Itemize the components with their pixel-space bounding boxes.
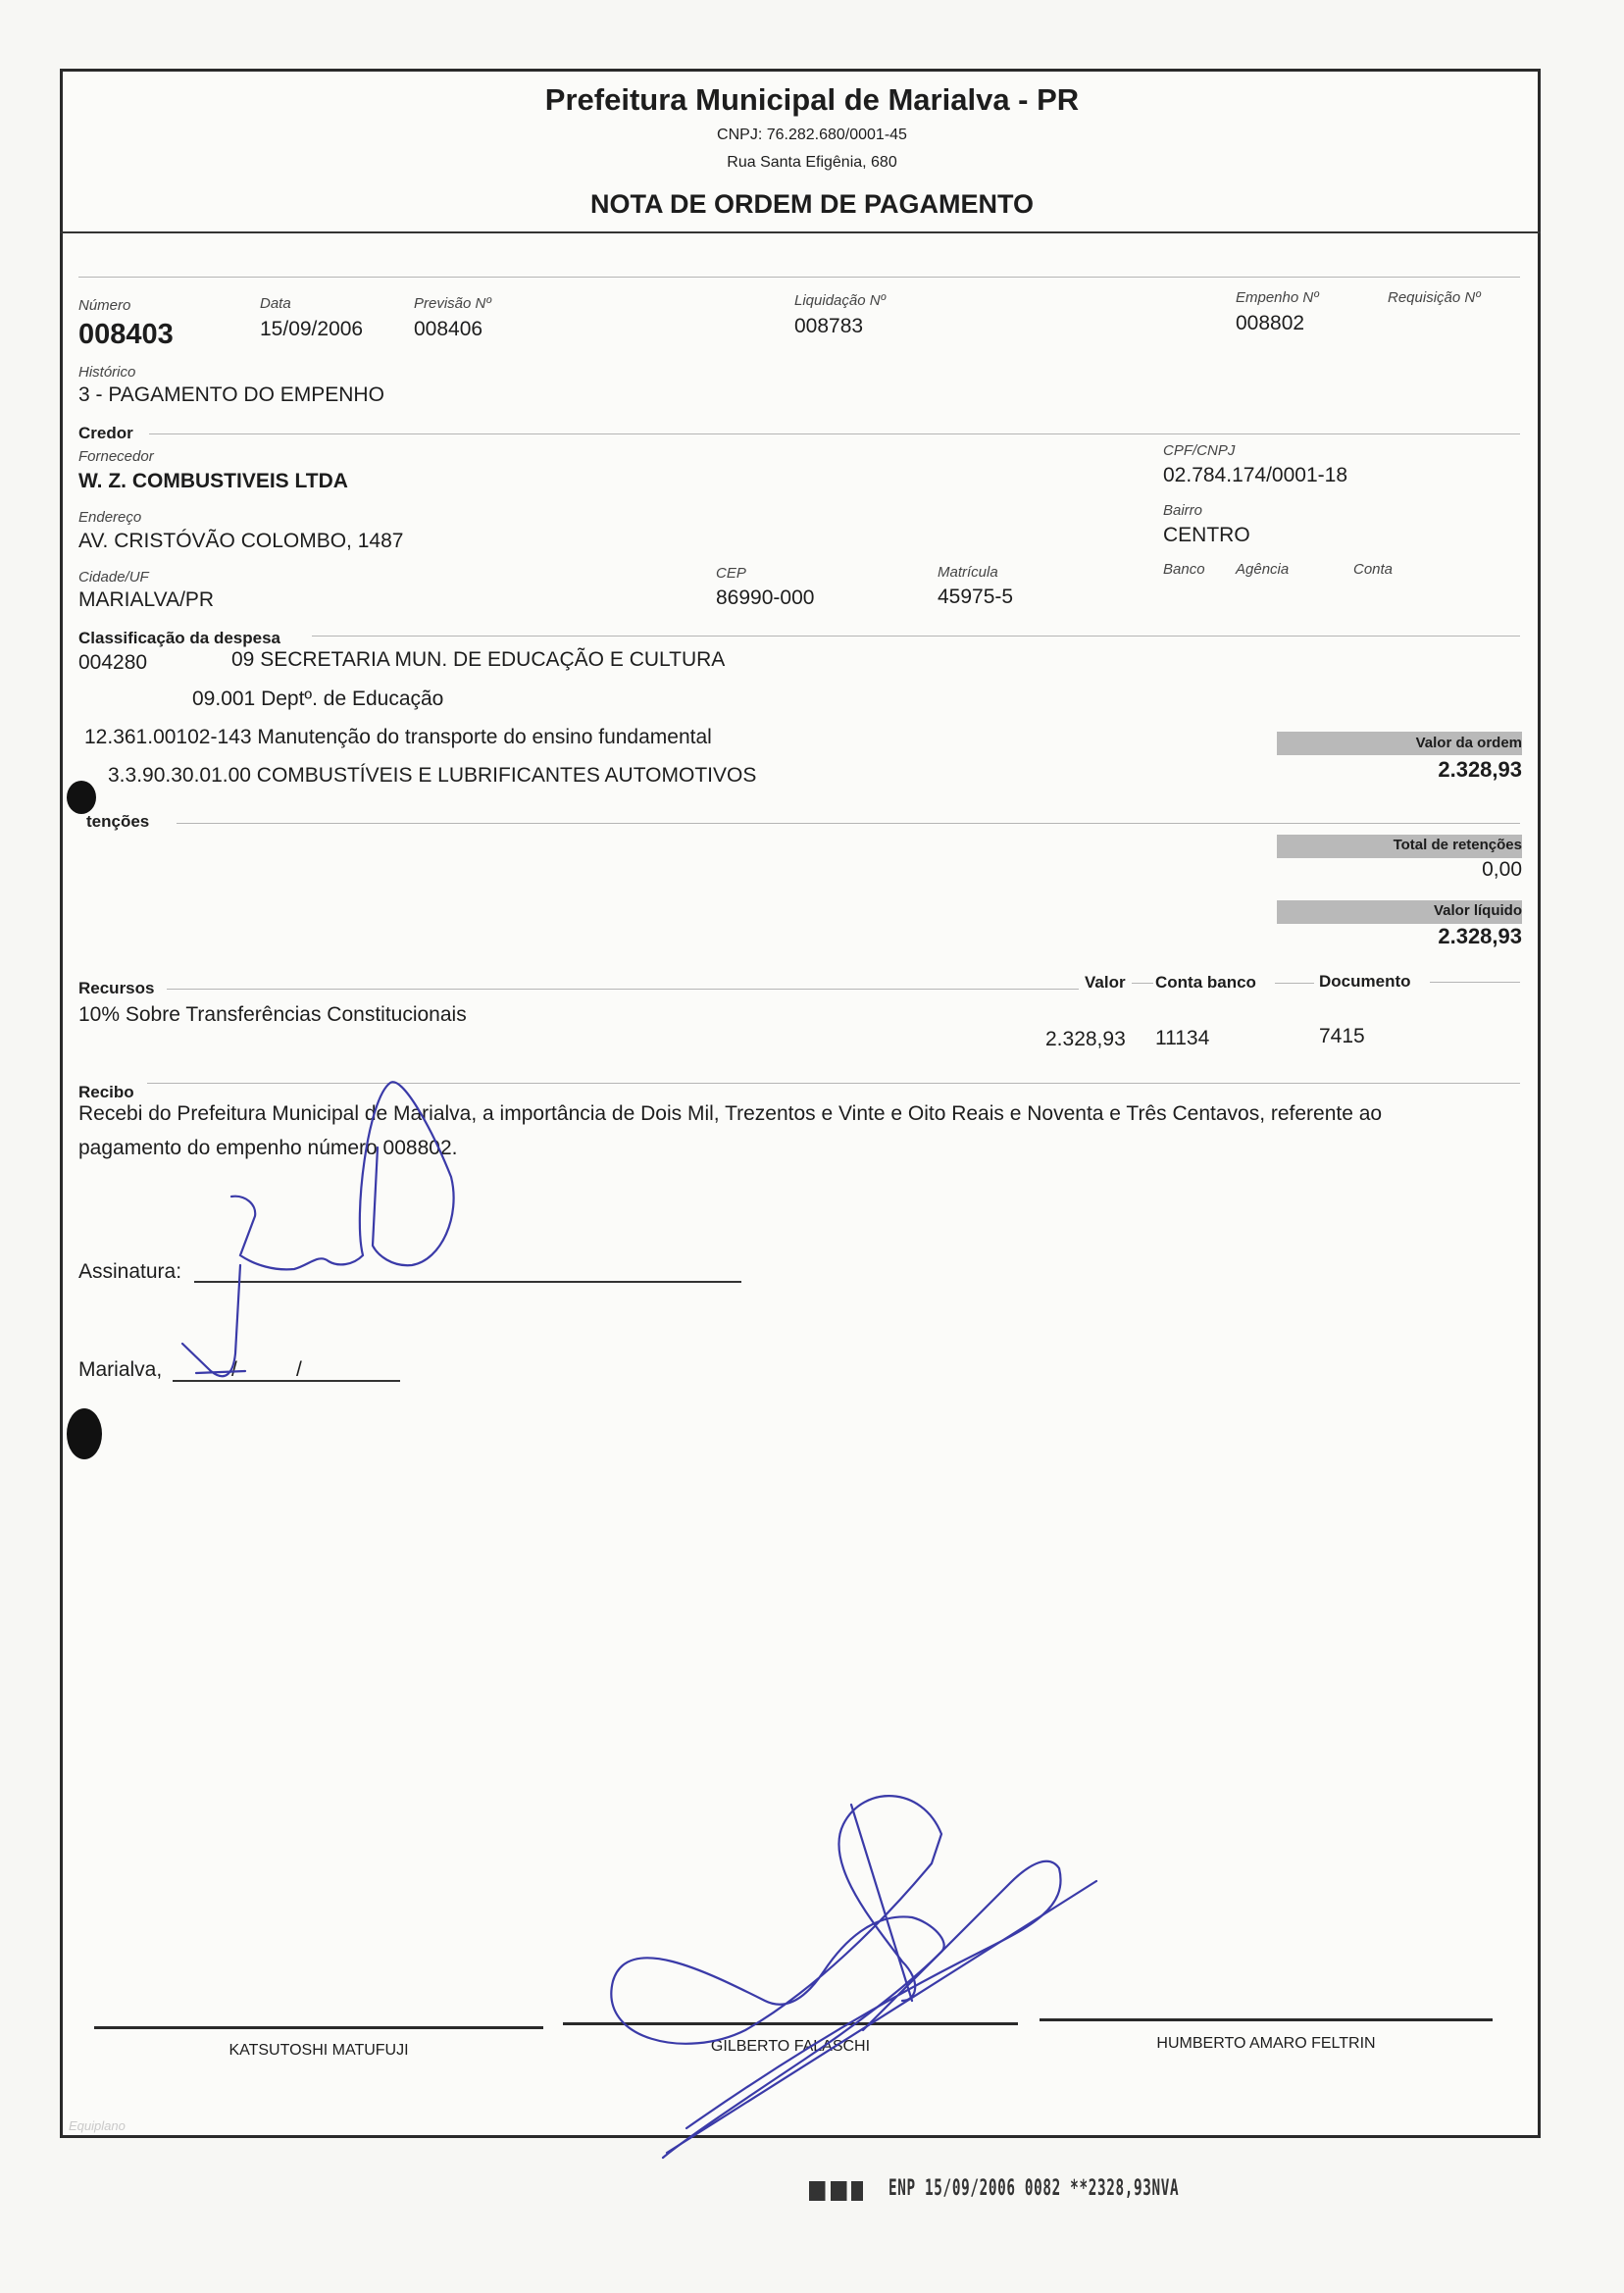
liquidacao-label: Liquidação Nº	[794, 292, 887, 309]
recibo-signature	[231, 1082, 454, 1269]
date-separator: /	[296, 1358, 302, 1381]
cnpj-text: CNPJ: 76.282.680/0001-45	[717, 127, 907, 143]
classificacao-orgao: 09 SECRETARIA MUN. DE EDUCAÇÃO E CULTURA	[231, 648, 726, 671]
empenho-label: Empenho Nº	[1236, 289, 1319, 306]
footer-stamp: ENP 15/09/2006 0082 **2328,93NVA	[888, 2176, 1180, 2201]
historico-label: Histórico	[78, 364, 136, 381]
classificacao-section-label: Classificação da despesa	[78, 629, 281, 647]
cep-label: CEP	[716, 565, 746, 582]
falaschi-signature	[686, 1861, 1061, 2128]
matricula-value: 45975-5	[938, 586, 1014, 608]
signatario-1: KATSUTOSHI MATUFUJI	[228, 2042, 409, 2059]
signatario-2: GILBERTO FALASCHI	[710, 2038, 871, 2055]
historico-value: 3 - PAGAMENTO DO EMPENHO	[78, 383, 384, 406]
classificacao-funcional: 12.361.00102-143 Manutenção do transporte do ensino fundamental	[84, 726, 712, 748]
valor-liquido-label: Valor líquido	[1433, 902, 1522, 919]
recursos-conta-banco-label: Conta banco	[1155, 973, 1256, 992]
data-label: Data	[260, 295, 291, 312]
cep-value: 86990-000	[716, 586, 815, 609]
bairro-label: Bairro	[1163, 502, 1203, 519]
recibo-section-label: Recibo	[78, 1083, 134, 1101]
banco-label: Banco	[1163, 561, 1205, 578]
falaschi-signature	[611, 1796, 943, 2158]
credor-section-label: Credor	[78, 424, 133, 442]
fornecedor-label: Fornecedor	[78, 448, 154, 465]
date-separator: /	[231, 1358, 237, 1381]
recursos-valor-label: Valor	[1085, 973, 1126, 992]
document-title: NOTA DE ORDEM DE PAGAMENTO	[589, 189, 1034, 219]
cpf-label: CPF/CNPJ	[1163, 442, 1236, 459]
recibo-text: Recebi do Prefeitura Municipal de Marialva, a importância de Dois Mil, Trezentos e Vinte e Oito Reais e Noventa e Três Centavos, referente ao pagamento do empenho número 008802.	[78, 1102, 1383, 1159]
endereco-label: Endereço	[78, 509, 142, 526]
requisicao-label: Requisição Nº	[1388, 289, 1481, 306]
recursos-descricao: 10% Sobre Transferências Constitucionais	[78, 1003, 467, 1026]
agencia-label: Agência	[1236, 561, 1290, 578]
total-retencoes-value: 0,00	[1482, 858, 1522, 881]
local-data-label: Marialva,	[78, 1358, 163, 1381]
valor-ordem-label: Valor da ordem	[1415, 735, 1522, 751]
endereco-value: AV. CRISTÓVÃO COLOMBO, 1487	[78, 530, 404, 552]
recursos-conta-banco: 11134	[1155, 1027, 1210, 1049]
numero-label: Número	[78, 297, 131, 314]
classificacao-unidade: 09.001 Deptº. de Educação	[192, 688, 444, 710]
recursos-documento: 7415	[1319, 1025, 1365, 1047]
data-value: 15/09/2006	[260, 318, 364, 340]
bairro-value: CENTRO	[1163, 524, 1250, 546]
valor-ordem-value: 2.328,93	[1438, 757, 1522, 782]
page-title: Prefeitura Municipal de Marialva - PR	[544, 82, 1080, 117]
signatario-3: HUMBERTO AMARO FELTRIN	[1156, 2035, 1376, 2052]
assinatura-label: Assinatura:	[78, 1260, 182, 1283]
falaschi-signature	[667, 1881, 1096, 2153]
classificacao-elemento: 3.3.90.30.01.00 COMBUSTÍVEIS E LUBRIFICANTES AUTOMOTIVOS	[108, 764, 757, 787]
recursos-valor: 2.328,93	[1045, 1028, 1126, 1050]
cidade-label: Cidade/UF	[78, 569, 149, 586]
valor-liquido-value: 2.328,93	[1438, 924, 1522, 948]
cpf-value: 02.784.174/0001-18	[1163, 464, 1348, 486]
recursos-documento-label: Documento	[1319, 972, 1411, 991]
empenho-value: 008802	[1236, 312, 1305, 334]
conta-label: Conta	[1353, 561, 1394, 578]
cidade-value: MARIALVA/PR	[78, 588, 215, 611]
recursos-section-label: Recursos	[78, 979, 155, 997]
previsao-label: Previsão Nº	[414, 295, 491, 312]
liquidacao-value: 008783	[794, 315, 864, 337]
previsao-value: 008406	[414, 318, 483, 340]
numero-value: 008403	[78, 319, 174, 350]
total-retencoes-label: Total de retenções	[1393, 837, 1522, 853]
fornecedor-value: W. Z. COMBUSTIVEIS LTDA	[78, 470, 348, 492]
matricula-label: Matrícula	[938, 564, 998, 581]
address-text: Rua Santa Efigênia, 680	[727, 154, 897, 171]
recibo-signature	[196, 1371, 245, 1373]
classificacao-codigo: 004280	[78, 651, 148, 674]
recibo-signature	[182, 1265, 240, 1376]
retencoes-section-label: tenções	[86, 812, 150, 831]
watermark-logo: Equiplano	[69, 2118, 126, 2133]
